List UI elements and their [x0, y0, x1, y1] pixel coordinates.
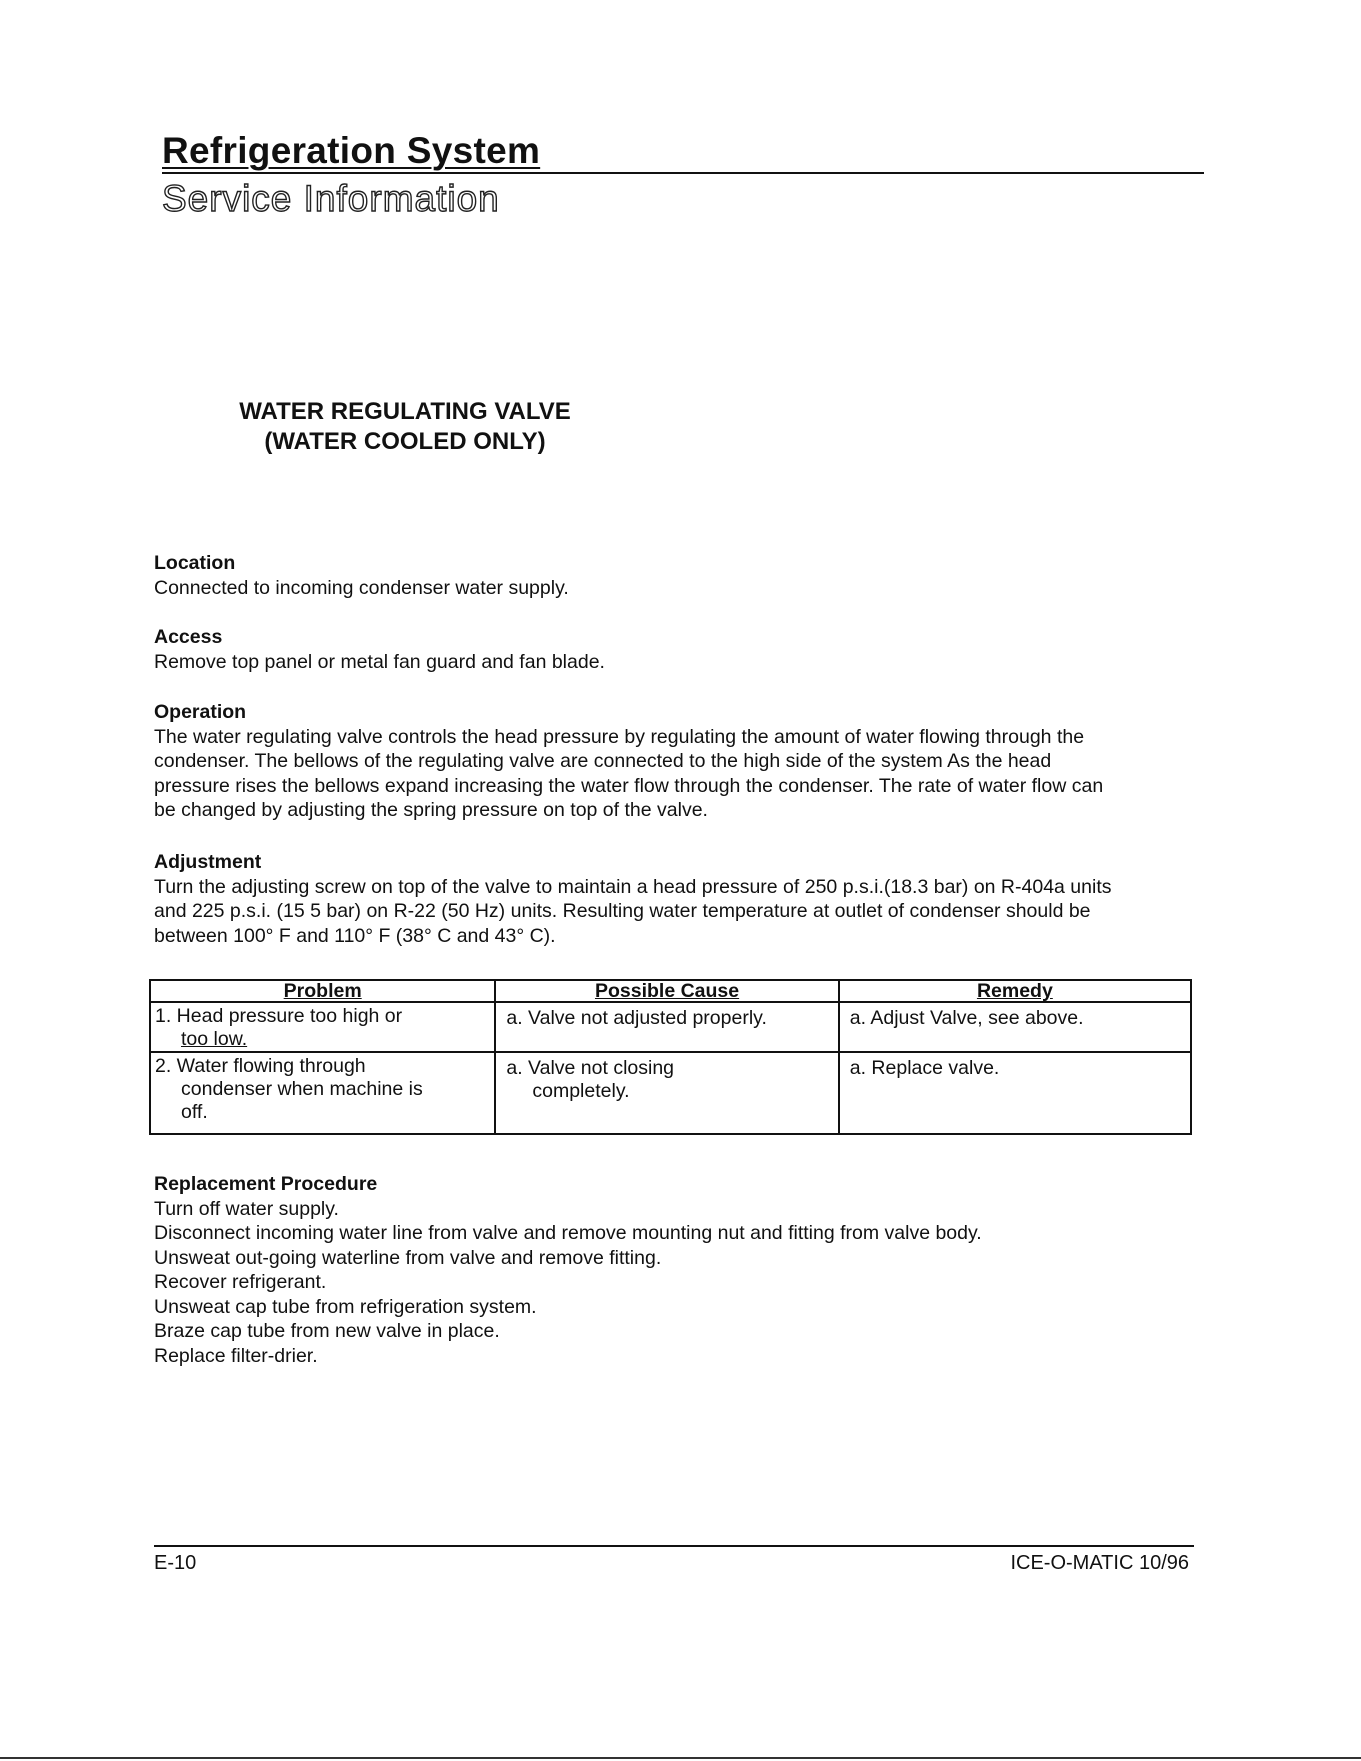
cause-text: a. Valve not closing [506, 1057, 675, 1079]
problem-cell [150, 1052, 495, 1134]
adjustment-line-3: between 100° F and 110° F (38° C and 43° C). [154, 924, 556, 947]
location-text: Connected to incoming condenser water supply. [154, 576, 569, 599]
operation-label: Operation [154, 701, 247, 723]
cause-cell [495, 1052, 838, 1134]
access-text: Remove top panel or metal fan guard and fan blade. [154, 650, 605, 673]
cause-text: a. Valve not adjusted properly. [506, 1007, 767, 1029]
problem-text: too low. [181, 1028, 248, 1050]
replacement-step: Recover refrigerant. [154, 1271, 327, 1293]
operation-line-4: be changed by adjusting the spring pressure on top of the valve. [154, 799, 708, 821]
adjustment-section [154, 850, 1194, 948]
adjustment-line-2: and 225 p.s.i. (15 5 bar) on R-22 (50 Hz) units. Resulting water temperature at outlet of condenser should be [154, 900, 1091, 922]
operation-line-1: The water regulating valve controls the head pressure by regulating the amount of water flowing through the [154, 725, 1085, 748]
access-section [154, 625, 1194, 674]
problem-text: 1. Head pressure too high or [155, 1005, 403, 1027]
location-section [154, 551, 1194, 600]
replacement-step: Unsweat out-going waterline from valve and remove fitting. [154, 1246, 662, 1269]
cause-text: completely. [532, 1080, 630, 1102]
footer-brand-date: ICE-O-MATIC 10/96 [1010, 1552, 1189, 1574]
remedy-cell [839, 1052, 1191, 1134]
replacement-step: Replace filter-drier. [154, 1344, 318, 1367]
access-label: Access [154, 626, 223, 648]
page-number: E-10 [154, 1552, 197, 1574]
problem-cell [150, 1002, 495, 1052]
cause-cell [495, 1002, 838, 1052]
replacement-step: Unsweat cap tube from refrigeration system. [154, 1295, 537, 1318]
section-heading-line-2: (WATER COOLED ONLY) [264, 428, 546, 455]
replacement-step: Disconnect incoming water line from valve and remove mounting nut and fitting from valve body. [154, 1222, 982, 1244]
column-header-possible-cause: Possible Cause [495, 980, 838, 1002]
section-heading-line-1: WATER REGULATING VALVE [239, 398, 571, 425]
table-header-row [150, 980, 1191, 1002]
operation-line-3: pressure rises the bellows expand increasing the water flow through the condenser. The rate of water flow can [154, 774, 1104, 797]
table-row [150, 1052, 1191, 1134]
page-subtitle: Service Information [162, 178, 500, 219]
problem-text: 2. Water flowing through [155, 1055, 366, 1077]
table-row [150, 1002, 1191, 1052]
remedy-text: a. Adjust Valve, see above. [849, 1007, 1084, 1029]
problem-text: off. [181, 1101, 208, 1123]
troubleshooting-table [149, 979, 1192, 1135]
replacement-section [154, 1172, 1194, 1368]
replacement-label: Replacement Procedure [154, 1173, 378, 1195]
section-heading [230, 397, 580, 457]
remedy-cell [839, 1002, 1191, 1052]
column-header-remedy: Remedy [839, 980, 1191, 1002]
adjustment-label: Adjustment [154, 851, 262, 873]
replacement-step: Turn off water supply. [154, 1197, 339, 1220]
problem-text: condenser when machine is [181, 1078, 423, 1100]
header-divider [162, 172, 1204, 174]
operation-section [154, 700, 1194, 823]
replacement-step: Braze cap tube from new valve in place. [154, 1320, 500, 1342]
column-header-problem: Problem [150, 980, 495, 1002]
remedy-text: a. Replace valve. [849, 1057, 1000, 1079]
footer-divider [154, 1545, 1194, 1547]
adjustment-line-1: Turn the adjusting screw on top of the valve to maintain a head pressure of 250 p.s.i.(18.3 bar) on R-404a units [154, 875, 1112, 898]
location-label: Location [154, 552, 236, 574]
page-title: Refrigeration System [162, 130, 541, 171]
scan-edge-line [0, 1757, 1361, 1759]
operation-line-2: condenser. The bellows of the regulating valve are connected to the high side of the system As the head [154, 750, 1052, 772]
